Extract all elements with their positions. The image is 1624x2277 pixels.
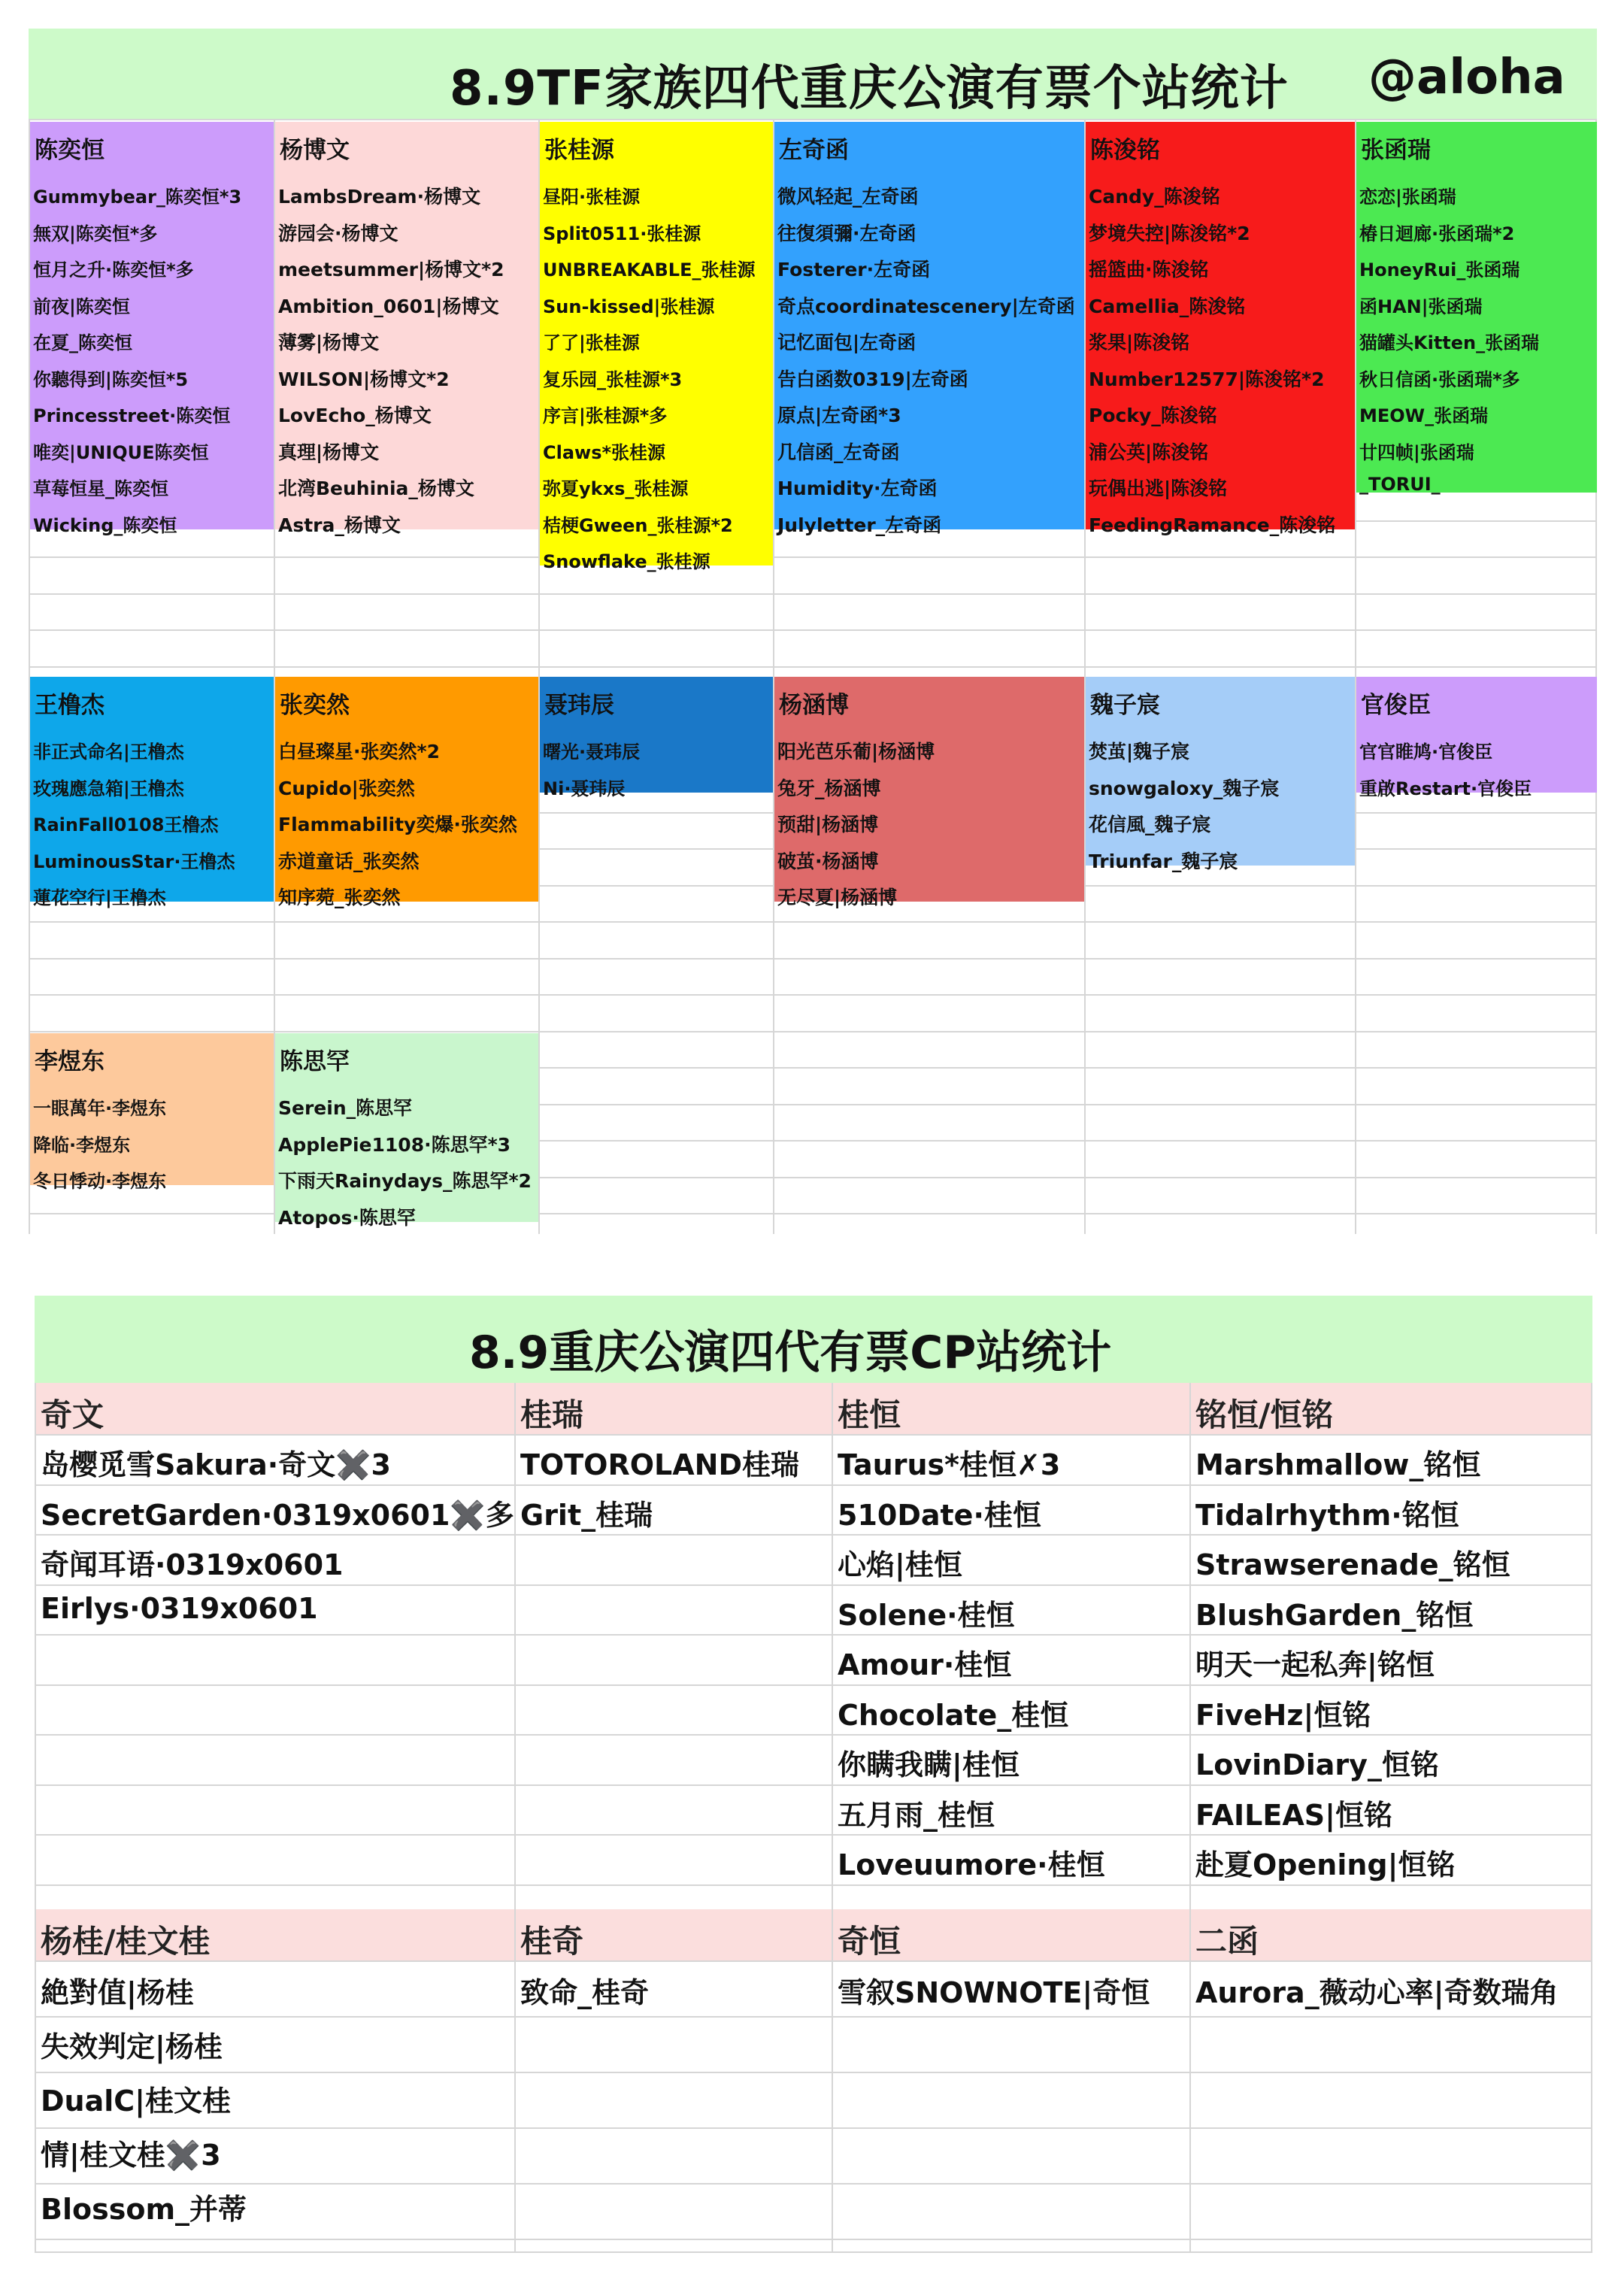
fansite-entry: 兔牙_杨涵博	[777, 778, 881, 799]
fansite-entry: snowgaloxy_魏子宸	[1089, 778, 1280, 799]
fansite-entry: Claws*张桂源	[543, 442, 666, 463]
table-header	[29, 29, 1597, 120]
fansite-entry: Sun-kissed|张桂源	[543, 296, 715, 317]
cp-group-header: 桂奇	[520, 1923, 584, 1960]
fansite-entry: 非正式命名|王橹杰	[33, 741, 184, 763]
cp-group-header: 铭恒/恒铭	[1195, 1396, 1334, 1433]
fansite-entry: 无尽夏|杨涵博	[777, 887, 898, 908]
fansite-entry: Atopos·陈思罕	[278, 1207, 416, 1229]
fansite-entry: LovEcho_杨博文	[278, 405, 432, 426]
fansite-entry: 玫瑰應急箱|王橹杰	[33, 778, 184, 799]
member-block-2	[275, 122, 538, 536]
member-name: 张桂源	[544, 137, 614, 164]
fansite-entry: 唯奕|UNIQUE陈奕恒	[33, 442, 209, 463]
fansite-entry: 椿日迴廊·张函瑞*2	[1359, 223, 1515, 244]
cp-fansite-entry: 奇闻耳语·0319x0601	[41, 1548, 344, 1581]
fansite-entry: 蓮花空行|王橹杰	[33, 887, 166, 908]
cp-header-row-1	[35, 1383, 1592, 1434]
member-block-1	[30, 122, 274, 536]
fansite-entry: Number12577|陈浚铭*2	[1089, 368, 1325, 390]
cp-fansite-entry: 明天一起私奔|铭恒	[1195, 1648, 1435, 1681]
member-name: 张函瑞	[1361, 137, 1431, 164]
fansite-entry: 原点|左奇函*3	[777, 405, 901, 426]
fansite-entry: 破茧·杨涵博	[777, 850, 879, 872]
fansite-entry: 恒月之升·陈奕恒*多	[33, 259, 194, 280]
fansite-entry: Princesstreet·陈奕恒	[33, 405, 231, 426]
fansite-entry: Camellia_陈浚铭	[1089, 296, 1246, 317]
fansite-entry: Flammability奕爆·张奕然	[278, 814, 517, 835]
cp-fansite-entry: Solene·桂恒	[838, 1599, 1015, 1632]
cp-fansite-entry: Marshmallow_铭恒	[1195, 1448, 1481, 1481]
member-block-5	[1086, 122, 1355, 536]
fansite-entry: LambsDream·杨博文	[278, 186, 481, 208]
member-name: 聂玮辰	[544, 692, 614, 719]
fansite-entry: 薄雾|杨博文	[278, 332, 380, 353]
fansite-entry: FeedingRamance_陈浚铭	[1089, 514, 1336, 536]
fansite-entry: 奇点coordinatescenery|左奇函	[777, 296, 1075, 317]
cp-fansite-entry: Grit_桂瑞	[520, 1499, 653, 1532]
cp-fansite-entry: BlushGarden_铭恒	[1195, 1599, 1474, 1632]
fansite-entry: LuminousStar·王橹杰	[33, 851, 235, 872]
fansite-entry: Gummybear_陈奕恒*3	[33, 186, 242, 208]
fansite-entry: WILSON|杨博文*2	[278, 368, 450, 390]
fansite-entry: 秋日信函·张函瑞*多	[1359, 369, 1520, 390]
cp-fansite-entry: 失效判定|杨桂	[41, 2030, 223, 2063]
fansite-entry: 重啟Restart·官俊臣	[1359, 778, 1532, 799]
member-name: 官俊臣	[1361, 692, 1431, 719]
fansite-entry: 了了|张桂源	[543, 332, 640, 353]
member-block-6	[1356, 122, 1597, 493]
cp-group-header: 桂恒	[838, 1396, 901, 1433]
cp-fansite-entry: 心焰|桂恒	[838, 1548, 962, 1581]
member-block-12	[1356, 677, 1597, 799]
fansite-entry: 下雨天Rainydays_陈思罕*2	[278, 1170, 532, 1192]
fansite-entry: Candy_陈浚铭	[1089, 186, 1220, 208]
cp-fansite-entry: Amour·桂恒	[838, 1648, 1012, 1681]
fansite-entry: Astra_杨博文	[278, 514, 401, 536]
fansite-entry: UNBREAKABLE_张桂源	[543, 259, 756, 280]
cp-fansite-entry: 赴夏Opening|恒铭	[1195, 1848, 1456, 1881]
member-name: 李煜东	[35, 1048, 105, 1075]
fansite-entry: 焚茧|魏子宸	[1089, 741, 1190, 763]
fansite-entry: Pocky_陈浚铭	[1089, 405, 1217, 426]
cp-fansite-entry: 五月雨_桂恒	[838, 1799, 995, 1832]
member-block-9	[540, 677, 773, 799]
cp-fansite-entry: DualC|桂文桂	[41, 2084, 232, 2118]
fansite-entry: Julyletter_左奇函	[777, 514, 942, 536]
cp-group-header: 奇文	[41, 1396, 105, 1433]
member-block-3	[540, 122, 773, 572]
fansite-entry: RainFall0108王橹杰	[33, 814, 219, 835]
fansite-entry: 序言|张桂源*多	[543, 405, 668, 426]
fansite-entry: HoneyRui_张函瑞	[1359, 259, 1520, 280]
fansite-entry: 昼阳·张桂源	[543, 186, 641, 208]
fansite-entry: 草莓恒星_陈奕恒	[33, 478, 168, 499]
fansite-entry: Wicking_陈奕恒	[33, 515, 177, 536]
cp-group-header: 桂瑞	[520, 1396, 584, 1433]
fansite-entry: 知序菀_张奕然	[278, 887, 401, 908]
member-block-8	[275, 677, 538, 908]
cp-fansite-entry: TOTOROLAND桂瑞	[520, 1448, 799, 1481]
cp-fansite-entry: Tidalrhythm·铭恒	[1195, 1499, 1459, 1532]
member-block-13	[30, 1033, 274, 1192]
fansite-entry: 花信風_魏子宸	[1089, 814, 1211, 835]
cp-fansite-entry: Aurora_薇动心率|奇数瑞角	[1195, 1976, 1559, 2009]
fansite-entry: 浦公英|陈浚铭	[1089, 441, 1209, 463]
cp-fansite-entry: Strawserenade_铭恒	[1195, 1548, 1510, 1581]
fansite-entry: MEOW_张函瑞	[1359, 405, 1489, 426]
cp-table-title: 8.9重庆公演四代有票CP站统计	[469, 1326, 1112, 1379]
member-block-11	[1086, 677, 1355, 872]
fansite-entry: 几信函_左奇函	[777, 441, 900, 463]
fansite-entry: Snowflake_张桂源	[543, 551, 710, 572]
fansite-entry: 玩偶出逃|陈浚铭	[1089, 478, 1228, 499]
fansite-entry: 白昼璨星·张奕然*2	[278, 741, 440, 763]
fansite-entry: Triunfar_魏子宸	[1089, 850, 1238, 872]
fansite-entry: 赤道童话_张奕然	[278, 850, 420, 872]
fansite-entry: 真理|杨博文	[278, 441, 380, 463]
fansite-entry: 廿四帧|张函瑞	[1359, 442, 1474, 463]
fansite-entry: 函HAN|张函瑞	[1359, 296, 1483, 317]
fansite-entry: 冬日悸动·李煜东	[33, 1171, 167, 1192]
cp-fansite-table	[35, 1296, 1592, 2253]
fansite-entry: 無双|陈奕恒*多	[33, 223, 158, 244]
fansite-entry: 前夜|陈奕恒	[33, 296, 130, 317]
fansite-entry: 复乐园_张桂源*3	[543, 369, 683, 390]
fansite-entry: 记忆面包|左奇函	[777, 332, 917, 353]
cp-fansite-entry: FiveHz|恒铭	[1195, 1699, 1371, 1732]
cp-fansite-entry: Loveuumore·桂恒	[838, 1848, 1105, 1881]
fansite-entry: 在夏_陈奕恒	[33, 332, 132, 353]
member-block-14	[275, 1033, 538, 1229]
cp-fansite-entry: 岛樱觅雪Sakura·奇文✖️3	[41, 1448, 391, 1481]
member-name: 左奇函	[779, 137, 849, 164]
fansite-entry: 弥夏ykxs_张桂源	[543, 478, 689, 499]
fansite-entry: _TORUI_	[1359, 474, 1441, 495]
fansite-entry: 官官睢鸠·官俊臣	[1359, 741, 1493, 763]
member-name: 王橹杰	[35, 692, 105, 719]
fansite-entry: 微风轻起_左奇函	[777, 186, 919, 208]
fansite-entry: Split0511·张桂源	[543, 223, 701, 244]
member-block-10	[774, 677, 1084, 908]
member-name: 杨博文	[280, 137, 350, 164]
fansite-entry: 摇篮曲·陈浚铭	[1089, 259, 1209, 280]
cp-group-header: 杨桂/桂文桂	[41, 1923, 211, 1960]
fansite-entry: Ambition_0601|杨博文	[278, 296, 499, 317]
cp-fansite-entry: SecretGarden·0319x0601✖️多	[41, 1499, 514, 1532]
fansite-entry: 梦境失控|陈浚铭*2	[1089, 223, 1250, 244]
fansite-entry: 游园会·杨博文	[278, 223, 398, 244]
cp-group-header: 奇恒	[838, 1923, 901, 1960]
member-name: 魏子宸	[1090, 692, 1160, 719]
fansite-entry: Humidity·左奇函	[777, 478, 938, 499]
member-name: 陈奕恒	[35, 137, 105, 164]
individual-fansite-table	[29, 29, 1597, 1234]
member-name: 陈思罕	[280, 1048, 350, 1075]
cp-group-header: 二函	[1195, 1923, 1259, 1960]
cp-table-header	[35, 1296, 1592, 1383]
fansite-entry: 北湾Beuhinia_杨博文	[278, 478, 474, 499]
fansite-entry: 往復須彌·左奇函	[777, 223, 917, 244]
author-handle: @aloha	[1368, 50, 1565, 105]
cp-fansite-entry: FAILEAS|恒铭	[1195, 1799, 1392, 1832]
fansite-entry: 预甜|杨涵博	[777, 814, 879, 835]
fansite-entry: 浆果|陈浚铭	[1089, 332, 1190, 353]
table-title: 8.9TF家族四代重庆公演有票个站统计	[450, 61, 1289, 117]
member-block-4	[774, 122, 1084, 536]
cp-fansite-entry: 致命_桂奇	[520, 1976, 650, 2009]
fansite-entry: ApplePie1108·陈思罕*3	[278, 1134, 511, 1156]
fansite-entry: meetsummer|杨博文*2	[278, 259, 504, 280]
member-name: 陈浚铭	[1090, 137, 1160, 164]
cp-fansite-entry: Blossom_并蒂	[41, 2193, 247, 2226]
member-block-7	[30, 677, 274, 908]
cp-fansite-entry: 雪叙SNOWNOTE|奇恒	[838, 1976, 1150, 2009]
fansite-entry: 曙光·聂玮辰	[543, 741, 641, 763]
cp-fansite-entry: 你瞒我瞒|桂恒	[838, 1748, 1020, 1781]
fansite-entry: 阳光芭乐葡|杨涵博	[777, 741, 935, 763]
cp-fansite-entry: 510Date·桂恒	[838, 1499, 1041, 1532]
fansite-entry: Fosterer·左奇函	[777, 259, 931, 280]
fansite-entry: 桔梗Gween_张桂源*2	[543, 515, 733, 536]
fansite-entry: 降临·李煜东	[33, 1135, 131, 1156]
fansite-entry: 一眼萬年·李煜东	[33, 1098, 167, 1119]
fansite-entry: 猫罐头Kitten_张函瑞	[1359, 332, 1540, 353]
cp-fansite-entry: Taurus*桂恒✗3	[838, 1448, 1061, 1481]
cp-fansite-entry: 絶對值|杨桂	[41, 1976, 194, 2009]
fansite-entry: Cupido|张奕然	[278, 778, 415, 799]
fansite-entry: 恋恋|张函瑞	[1359, 186, 1456, 208]
cp-fansite-entry: Chocolate_桂恒	[838, 1699, 1069, 1732]
fansite-entry: Ni·聂玮辰	[543, 778, 626, 799]
fansite-entry: Serein_陈思罕	[278, 1097, 413, 1119]
member-name: 张奕然	[280, 692, 350, 719]
fansite-entry: 你聽得到|陈奕恒*5	[33, 369, 189, 390]
cp-header-row-2	[35, 1909, 1592, 1960]
cp-fansite-entry: Eirlys·0319x0601	[41, 1592, 318, 1625]
cp-fansite-entry: 情|桂文桂✖️3	[41, 2139, 221, 2172]
cp-fansite-entry: LovinDiary_恒铭	[1195, 1748, 1439, 1781]
member-name: 杨涵博	[779, 692, 849, 719]
fansite-entry: 告白函数0319|左奇函	[777, 368, 968, 390]
